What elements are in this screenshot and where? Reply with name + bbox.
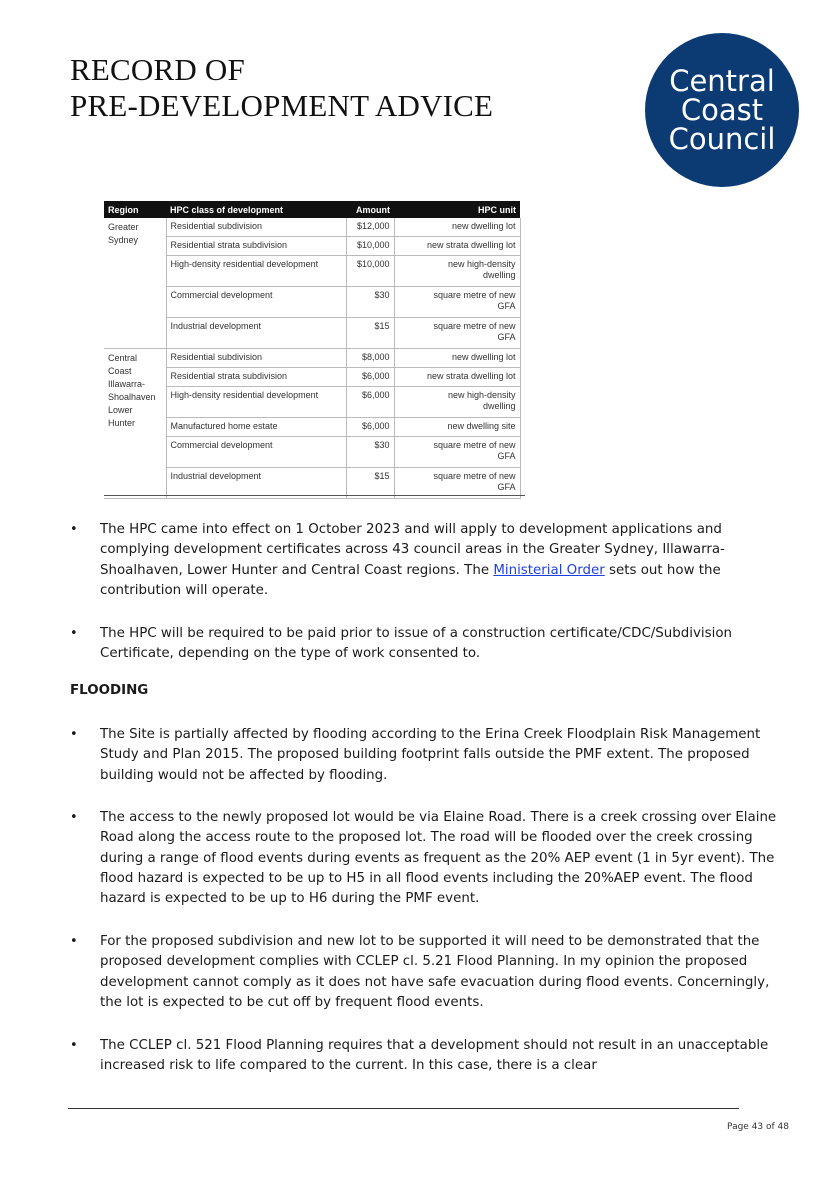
unit-cell (394, 287, 520, 318)
table-bottom-rule (104, 495, 525, 496)
bullet-dot: • (70, 626, 78, 641)
region-line: Greater (108, 222, 139, 232)
amount-cell: $30 (346, 437, 394, 468)
amount-cell: $6,000 (346, 387, 394, 418)
title-line-2: PRE-DEVELOPMENT ADVICE (70, 88, 494, 123)
class-cell: Industrial development (166, 468, 346, 499)
list-item (70, 624, 790, 665)
bullet-dot: • (70, 727, 78, 742)
class-cell: Residential subdivision (166, 349, 346, 368)
unit-line: new high-density (447, 390, 516, 400)
title-line-1: RECORD OF (70, 52, 245, 87)
amount-cell: $10,000 (346, 256, 394, 287)
class-cell: Commercial development (166, 287, 346, 318)
amount-cell: $12,000 (346, 218, 394, 237)
document-title (70, 52, 493, 124)
unit-line: dwelling (482, 401, 516, 411)
unit-line: dwelling (482, 270, 516, 280)
table-row (104, 368, 520, 387)
unit-cell (394, 218, 520, 237)
amount-cell: $15 (346, 318, 394, 349)
unit-cell (394, 256, 520, 287)
unit-line: square metre of new (433, 290, 516, 300)
list-item (70, 520, 790, 601)
unit-line: GFA (497, 482, 516, 492)
col-header-amount: Amount (346, 201, 394, 218)
unit-cell (394, 368, 520, 387)
class-cell: Industrial development (166, 318, 346, 349)
col-header-class: HPC class of development (166, 201, 346, 218)
amount-cell: $6,000 (346, 418, 394, 437)
table-row (104, 387, 520, 418)
table-row (104, 318, 520, 349)
class-cell: Residential strata subdivision (166, 237, 346, 256)
list-item (70, 808, 790, 909)
table-row (104, 256, 520, 287)
unit-cell (394, 468, 520, 499)
unit-line: new dwelling lot (451, 352, 516, 362)
unit-line: new dwelling lot (451, 221, 516, 231)
bullet-dot: • (70, 810, 78, 825)
unit-cell (394, 349, 520, 368)
bullet-text: The access to the newly proposed lot would be via Elaine Road. There is a creek crossing over Elaine Road along the access route to the proposed lot. The road will be flooded over the creek crossing during a range of flood events during events as frequent as the 20% AEP event (1 in 5yr event). The flood hazard is expected to be up to H5 in all flood events including the 20%AEP event. The flood hazard is expected to be up to H6 during the PMF event. (100, 810, 777, 907)
region-line: Lower (108, 405, 133, 415)
class-cell: Residential subdivision (166, 218, 346, 237)
bullet-text: The Site is partially affected by flooding according to the Erina Creek Floodplain Risk Management Study and Plan 2015. The proposed building footprint falls outside the PMF extent. The proposed building would not be affected by flooding. (100, 727, 761, 783)
col-header-unit: HPC unit (394, 201, 520, 218)
class-cell: Manufactured home estate (166, 418, 346, 437)
table-body (104, 218, 520, 499)
region-line: Illawarra- (108, 379, 146, 389)
unit-line: square metre of new (433, 440, 516, 450)
unit-line: GFA (497, 332, 516, 342)
page-number: Page 43 of 48 (727, 1122, 789, 1132)
logo-line-1: Central (669, 63, 775, 98)
unit-cell (394, 318, 520, 349)
unit-cell (394, 437, 520, 468)
unit-line: new dwelling site (447, 421, 516, 431)
class-cell: High-density residential development (166, 256, 346, 287)
logo-line-3: Council (668, 121, 776, 156)
region-line: Central (108, 353, 138, 363)
bullet-text-part: The HPC came into effect on 1 October 2023 and will apply to development applications and complying development certificates across 43 council areas in the Greater Sydney, Illawarra-Shoalhaven, Lower Hunter and Central Coast regions. The (100, 522, 725, 578)
bullet-dot: • (70, 1038, 78, 1053)
unit-line: square metre of new (433, 471, 516, 481)
amount-cell: $6,000 (346, 368, 394, 387)
amount-cell: $15 (346, 468, 394, 499)
bullet-text: The HPC will be required to be paid prior to issue of a construction certificate/CDC/Subdivision Certificate, depending on the type of work consented to. (100, 626, 733, 662)
flooding-heading: FLOODING (70, 683, 149, 698)
bullet-text (100, 520, 785, 601)
bullet-dot: • (70, 934, 78, 949)
amount-cell: $30 (346, 287, 394, 318)
class-cell: Residential strata subdivision (166, 368, 346, 387)
bullet-text: For the proposed subdivision and new lot to be supported it will need to be demonstrated that the proposed development complies with CCLEP cl. 5.21 Flood Planning. In my opinion the proposed development cannot comply as it does not have safe evacuation during flood events. Concerningly, the lot is expected to be cut off by frequent flood events. (100, 934, 770, 1010)
unit-line: new strata dwelling lot (426, 371, 516, 381)
class-cell: Commercial development (166, 437, 346, 468)
unit-line: GFA (497, 451, 516, 461)
bullet-text-part: sets out how the contribution will operate. (100, 562, 721, 598)
list-item (70, 932, 790, 1013)
region-line: Hunter (108, 418, 136, 428)
region-line: Shoalhaven (108, 392, 156, 402)
unit-cell (394, 418, 520, 437)
bullet-dot: • (70, 522, 78, 537)
hpc-table (104, 201, 521, 499)
ministerial-order-link[interactable]: Ministerial Order (493, 562, 605, 578)
region-cell (104, 349, 166, 499)
region-cell (104, 218, 166, 349)
unit-cell (394, 237, 520, 256)
list-item (70, 1036, 790, 1077)
unit-line: new high-density (447, 259, 516, 269)
table-row (104, 468, 520, 499)
table-row (104, 437, 520, 468)
footer-rule (68, 1108, 739, 1109)
table-row (104, 237, 520, 256)
table-row (104, 287, 520, 318)
table-row (104, 418, 520, 437)
list-item (70, 725, 790, 786)
unit-line: square metre of new (433, 321, 516, 331)
council-logo (645, 33, 799, 187)
table-row (104, 218, 520, 237)
logo-line-2: Coast (680, 92, 764, 127)
unit-cell (394, 387, 520, 418)
bullet-text: The CCLEP cl. 521 Flood Planning requires that a development should not result in an unacceptable increased risk to life compared to the current. In this case, there is a clear (100, 1038, 769, 1074)
region-line: Sydney (108, 235, 139, 245)
amount-cell: $10,000 (346, 237, 394, 256)
class-cell: High-density residential development (166, 387, 346, 418)
unit-line: new strata dwelling lot (426, 240, 516, 250)
amount-cell: $8,000 (346, 349, 394, 368)
col-header-region: Region (104, 201, 166, 218)
table-row (104, 349, 520, 368)
unit-line: GFA (497, 301, 516, 311)
table-header-row (104, 201, 520, 218)
region-line: Coast (108, 366, 132, 376)
